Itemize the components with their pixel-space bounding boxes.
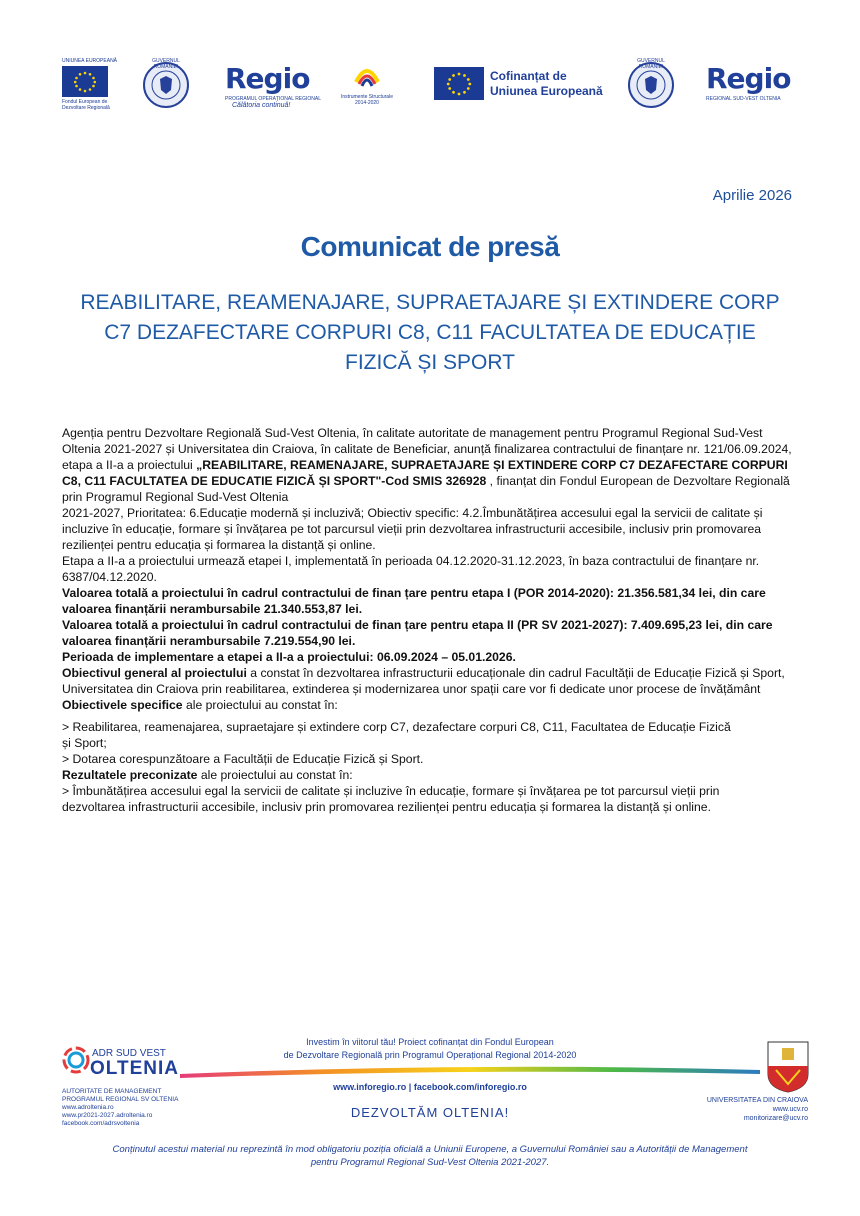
paragraph-value-stage2: Valoarea totală a proiectului în cadrul contractului de finan țare pentru etapa II (PR SV 2021-2027): 7.409.695,23 lei, din care valoarea finanțării nerambursabile 7.219.554,90 lei. — [62, 618, 773, 648]
regio-sub: PROGRAMUL OPERAȚIONAL REGIONAL — [225, 96, 322, 102]
list-item: > Dotarea corespunzătoare a Facultății de Educație Fizică și Sport. — [62, 752, 424, 766]
government-seal-label-2: GUVERNUL ROMÂNIEI — [637, 58, 665, 70]
structural-instruments-icon — [352, 60, 382, 92]
footer-links[interactable]: www.inforegio.ro | facebook.com/inforegio.ro — [333, 1082, 527, 1092]
adr-website-link[interactable]: www.adroltenia.ro — [62, 1104, 114, 1111]
ucv-contact-block — [707, 1096, 808, 1123]
paragraph-specific-objectives: Obiectivele specifice ale proiectului au constat în: — [62, 698, 338, 712]
structural-caption: Instrumente Structurale — [341, 94, 393, 100]
adr-contact-block: AUTORITATE DE MANAGEMENT PROGRAMUL REGIONAL SV OLTENIA www.adroltenia.ro www.pr2021-2027.adroltenia.ro facebook.com/adrsvoltenia — [62, 1088, 179, 1127]
pr-website-link[interactable]: www.pr2021-2027.adroltenia.ro — [62, 1112, 153, 1119]
adr-word: OLTENIA — [90, 1058, 179, 1079]
ucv-website-link[interactable]: www.ucv.ro — [772, 1106, 808, 1113]
paragraph-priority: 2021-2027, Prioritatea: 6.Educație modernă și incluzivă; Obiectiv specific: 4.2.Îmbunătățirea accesului egal la servicii de calitate și incluzive în educație, formare și învățarea pe tot parcursul vieții prin dezvoltarea infrastructurii accesibile, inclusiv prin promovarea rezilienței pentru educația și formarea la distanță și online. — [62, 506, 763, 552]
list-item: > Reabilitarea, reamenajarea, supraetajare și extindere corp C7, dezafectare corpuri C8, C11, Facultatea de Educație Fizică și Sport; — [62, 720, 731, 750]
adr-top-text: ADR SUD VEST — [92, 1048, 166, 1059]
ucv-crest-icon — [766, 1040, 810, 1094]
cofinanced-line1: Cofinanțat de — [490, 69, 567, 83]
regio-word: Regio — [225, 62, 310, 95]
regio-word-2: Regio — [706, 62, 791, 95]
disclaimer: Conținutul acestui material nu reprezintă în mod obligatoriu poziția oficială a Uniunii Europene, a Guvernului României sau a Autorității de Management pentru Programul Regional Sud-Vest Oltenia 2021-2027. — [112, 1144, 748, 1168]
project-title: REABILITARE, REAMENAJARE, SUPRAETAJARE ȘI EXTINDERE CORP C7 DEZAFECTARE CORPURI C8, C11 FACULTATEA DE EDUCAȚIE FIZICĂ ȘI SPORT — [80, 291, 780, 374]
footer-slogan: DEZVOLTĂM OLTENIA! — [350, 1105, 510, 1120]
structural-years: 2014-2020 — [355, 100, 379, 106]
eu-fund-caption: Fondul European de Dezvoltare Regională — [62, 99, 110, 111]
eu-logo-caption: UNIUNEA EUROPEANĂ — [62, 58, 118, 64]
ucv-name: UNIVERSITATEA DIN CRAIOVA — [706, 1097, 808, 1104]
project-name-bold: „REABILITARE, REAMENAJARE, SUPRAETAJARE ȘI EXTINDERE CORP C7 DEZAFECTARE CORPURI C8, C11 FACULTATEA DE EDUCATIE FIZICĂ ȘI SPORT"-Cod SMIS 326928 — [62, 458, 788, 488]
press-release-body — [62, 425, 800, 815]
rainbow-divider — [180, 1064, 760, 1078]
cofinanced-line2: Uniunea Europeană — [490, 84, 603, 98]
paragraph-stage: Etapa a II-a a proiectului urmează etapei I, implementată în perioada 04.12.2020-31.12.2023, în baza contractului de finanțare nr. 6387/04.12.2020. — [62, 554, 760, 584]
paragraph-value-stage1: Valoarea totală a proiectului în cadrul contractului de finan țare pentru etapa I (POR 2014-2020): 21.356.581,34 lei, din care valoarea finanțării nerambursabile 21.340.553,87 lei. — [62, 586, 766, 616]
ucv-email-link[interactable]: monitorizare@ucv.ro — [743, 1115, 808, 1122]
eu-flag-icon-2 — [434, 67, 484, 100]
government-seal-label: GUVERNUL ROMÂNIEI — [152, 58, 180, 70]
release-date: Aprilie 2026 — [712, 187, 792, 204]
adr-oltenia-icon — [62, 1046, 90, 1074]
list-item: > Îmbunătățirea accesului egal la servicii de calitate și incluzive în educație, formare și învățarea pe tot parcursul vieții prin dezvoltarea infrastructurii accesibile, inclusiv prin promovarea rezilienței pentru educația și formarea la distanță și online. — [62, 784, 720, 814]
regio-tagline: Călătoria continuă! — [232, 102, 291, 109]
invest-text: Investim în viitorul tău! Proiect cofinanțat din Fondul European de Dezvoltare Regională prin Programul Operațional Regional 2014-2020 — [283, 1037, 577, 1060]
paragraph-intro: Agenția pentru Dezvoltare Regională Sud-Vest Oltenia, în calitate autoritate de management pentru Programul Regional Sud-Vest Oltenia 2021-2027 și Universitatea din Craiova, în calitate de Beneficiar, anunță finalizarea contractului de finanțare nr. 121/06.09.2024, etapa a II-a a proiectului „REABILITARE, REAMENAJARE, SUPRAETAJARE ȘI EXTINDERE CORP C7 DEZAFECTARE CORPURI C8, C11 FACULTATEA DE EDUCATIE FIZICĂ ȘI SPORT"-Cod SMIS 326928 , finanțat din Fondul European de Dezvoltare Regională prin Programul Regional Sud-Vest Oltenia — [62, 426, 792, 504]
page-title: Comunicat de presă — [300, 231, 560, 262]
eu-flag-icon — [62, 66, 108, 97]
paragraph-results: Rezultatele preconizate ale proiectului au constat în: — [62, 768, 353, 782]
adr-facebook-link[interactable]: facebook.com/adrsvoltenia — [62, 1120, 140, 1127]
paragraph-general-objective: Obiectivul general al proiectului a constat în dezvoltarea infrastructurii educaționale din cadrul Facultății de Educație Fizică și Sport, Universitatea din Craiova prin reabilitarea, extinderea și modernizarea unor spații care vor fi dedicate unor procese de învățământ — [62, 666, 785, 696]
regio-sub-2: REGIONAL SUD-VEST OLTENIA — [706, 96, 781, 102]
paragraph-period: Perioada de implementare a etapei a II-a a proiectului: 06.09.2024 – 05.01.2026. — [62, 650, 516, 664]
